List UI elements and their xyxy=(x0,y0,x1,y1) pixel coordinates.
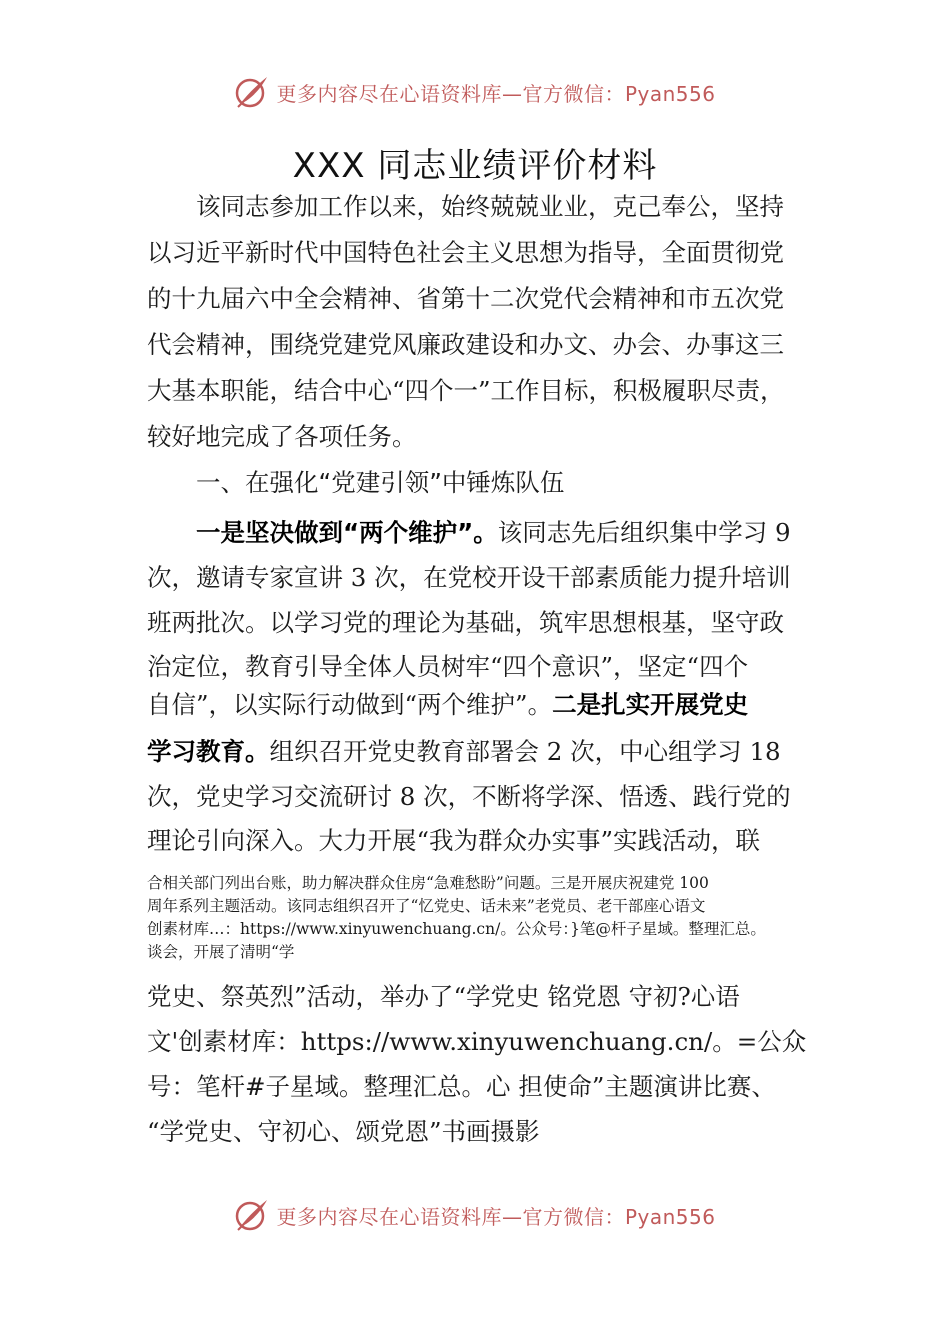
small-text-line: 周年系列主题活动。该同志组织召开了“忆党史、话未来”老党员、老干部座心语文 xyxy=(147,897,706,915)
paragraph-line: 大基本职能，结合中心“四个一”工作目标，积极履职尽责， xyxy=(147,376,785,405)
paragraph-text: 自信”，以实际行动做到“两个维护”。 xyxy=(147,690,553,719)
watermark-text: 更多内容尽在心语资料库—官方微信：Pyan556 xyxy=(276,1204,716,1229)
paragraph-line: 的十九届六中全会精神、省第十二次党代会精神和市五次党 xyxy=(147,284,784,313)
section-heading: 一、在强化“党建引领”中锤炼队伍 xyxy=(196,468,565,497)
bold-lead: 二是扎实开展党史 xyxy=(552,690,749,719)
paragraph-line: 较好地完成了各项任务。 xyxy=(147,422,417,451)
paragraph-text: 组织召开党史教育部署会 2 次，中心组学习 18 xyxy=(269,737,781,766)
paragraph-line: 次，党史学习交流研讨 8 次，不断将学深、悟透、践行党的 xyxy=(147,782,791,811)
paragraph-line: 党史、祭英烈”活动，举办了“学党史 铭党恩 守初?心语 xyxy=(147,982,740,1011)
paragraph-line: 以习近平新时代中国特色社会主义思想为指导，全面贯彻党 xyxy=(147,238,784,267)
paragraph-line xyxy=(147,690,748,720)
document-title: XXX 同志业绩评价材料 xyxy=(292,146,658,186)
paragraph-line: 号：笔杆#子星域。整理汇总。心 担使命”主题演讲比赛、 xyxy=(147,1072,776,1101)
paragraph-line: 治定位，教育引导全体人员树牢“四个意识”，坚定“四个 xyxy=(147,652,749,681)
quill-logo-icon xyxy=(234,1197,270,1233)
small-text-line: 创素材库…：https://www.xinyuwenchuang.cn/。公众号：}笔@杆子星域。整理汇总。 xyxy=(147,920,766,938)
bold-lead: 学习教育。 xyxy=(147,737,270,766)
paragraph-line: 文'创素材库：https://www.xinyuwenchuang.cn/。=公众 xyxy=(147,1027,807,1056)
footer-watermark xyxy=(0,1195,950,1235)
quill-logo-icon xyxy=(234,74,270,110)
paragraph-text: 该同志先后组织集中学习 9 xyxy=(497,518,791,547)
paragraph-line: “学党史、守初心、颂党恩”书画摄影 xyxy=(147,1117,540,1146)
small-text-line: 合相关部门列出台账，助力解决群众住房“急难愁盼”问题。三是开展庆祝建党 100 xyxy=(147,874,709,892)
paragraph-line xyxy=(196,518,791,548)
paragraph-line: 次，邀请专家宣讲 3 次，在党校开设干部素质能力提升培训 xyxy=(147,563,791,592)
watermark-text: 更多内容尽在心语资料库—官方微信：Pyan556 xyxy=(276,81,716,106)
small-text-line: 谈会，开展了清明“学 xyxy=(147,943,295,961)
paragraph-line: 代会精神，围绕党建党风廉政建设和办文、办会、办事这三 xyxy=(147,330,784,359)
paragraph-line: 理论引向深入。大力开展“我为群众办实事”实践活动，联 xyxy=(147,826,761,855)
paragraph-line xyxy=(147,737,781,767)
bold-lead: 一是坚决做到“两个维护”。 xyxy=(196,518,498,547)
paragraph-line: 该同志参加工作以来，始终兢兢业业，克己奉公，坚持 xyxy=(196,192,784,221)
paragraph-line: 班两批次。以学习党的理论为基础，筑牢思想根基，坚守政 xyxy=(147,608,784,637)
header-watermark xyxy=(0,72,950,112)
